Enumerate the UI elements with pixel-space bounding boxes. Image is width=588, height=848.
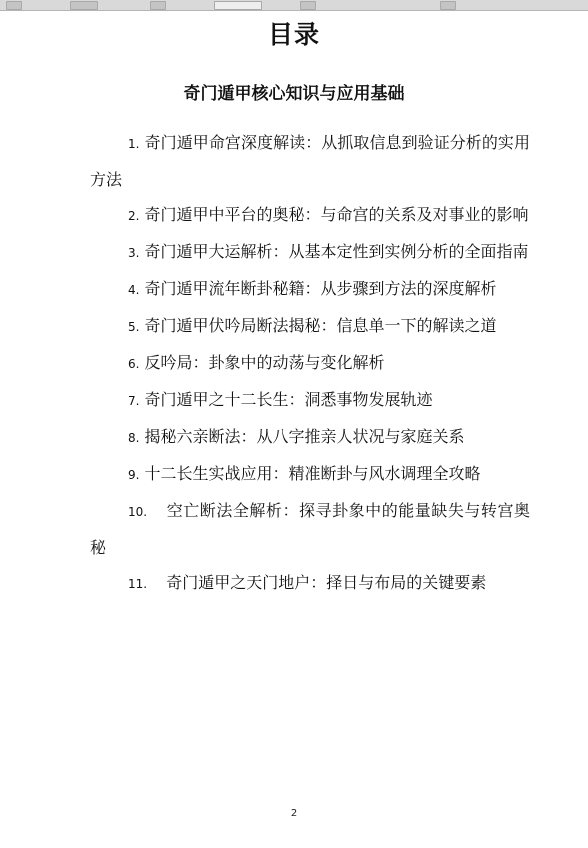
toc-text: 奇门遁甲之十二长生：洞悉事物发展轨迹 xyxy=(144,390,433,409)
toc-text: 奇门遁甲命宫深度解读：从抓取信息到验证分析的实用方法 xyxy=(90,133,530,189)
toc-text: 十二长生实战应用：精准断卦与风水调理全攻略 xyxy=(144,464,481,483)
table-of-contents xyxy=(90,125,530,602)
toolbar-button[interactable] xyxy=(150,1,166,10)
toc-text: 奇门遁甲伏吟局断法揭秘：信息单一下的解读之道 xyxy=(144,316,497,335)
viewer-toolbar xyxy=(0,0,588,11)
toc-entry-7[interactable] xyxy=(90,382,530,419)
toc-entry-8[interactable] xyxy=(90,419,530,456)
toc-number: 5. xyxy=(128,320,140,334)
document-page xyxy=(0,11,588,848)
toc-text: 奇门遁甲中平台的奥秘：与命宫的关系及对事业的影响 xyxy=(144,205,529,224)
page-title: 目录 xyxy=(267,20,320,49)
toolbar-button[interactable] xyxy=(6,1,22,10)
toc-entry-9[interactable] xyxy=(90,456,530,493)
toc-entry-6[interactable] xyxy=(90,345,530,382)
toc-text: 空亡断法全解析：探寻卦象中的能量缺失与转宫奥秘 xyxy=(90,501,530,557)
toc-text: 奇门遁甲大运解析：从基本定性到实例分析的全面指南 xyxy=(144,242,529,261)
toc-number: 7. xyxy=(128,394,140,408)
page-field[interactable] xyxy=(214,1,262,10)
toc-text: 奇门遁甲流年断卦秘籍：从步骤到方法的深度解析 xyxy=(144,279,497,298)
toc-entry-10[interactable] xyxy=(90,493,530,565)
toolbar-button[interactable] xyxy=(440,1,456,10)
toolbar-button[interactable] xyxy=(70,1,98,10)
toc-entry-3[interactable] xyxy=(90,234,530,271)
toc-entry-5[interactable] xyxy=(90,308,530,345)
toc-entry-1[interactable] xyxy=(90,125,530,197)
toc-entry-4[interactable] xyxy=(90,271,530,308)
toc-text: 反吟局：卦象中的动荡与变化解析 xyxy=(144,353,385,372)
toc-entry-2[interactable] xyxy=(90,197,530,234)
toc-text: 揭秘六亲断法：从八字推亲人状况与家庭关系 xyxy=(144,427,465,446)
toc-number: 3. xyxy=(128,246,140,260)
section-subtitle: 奇门遁甲核心知识与应用基础 xyxy=(183,84,405,104)
toc-number: 6. xyxy=(128,357,140,371)
toc-text: 奇门遁甲之天门地户：择日与布局的关键要素 xyxy=(166,573,487,592)
toc-number: 2. xyxy=(128,209,140,223)
toc-number: 10. xyxy=(128,505,148,519)
toc-number: 4. xyxy=(128,283,140,297)
toc-number: 9. xyxy=(128,468,140,482)
toc-number: 11. xyxy=(128,577,148,591)
toolbar-button[interactable] xyxy=(300,1,316,10)
page-number: 2 xyxy=(290,808,298,819)
toc-entry-11[interactable] xyxy=(90,565,530,602)
toc-number: 8. xyxy=(128,431,140,445)
toc-number: 1. xyxy=(128,137,140,151)
